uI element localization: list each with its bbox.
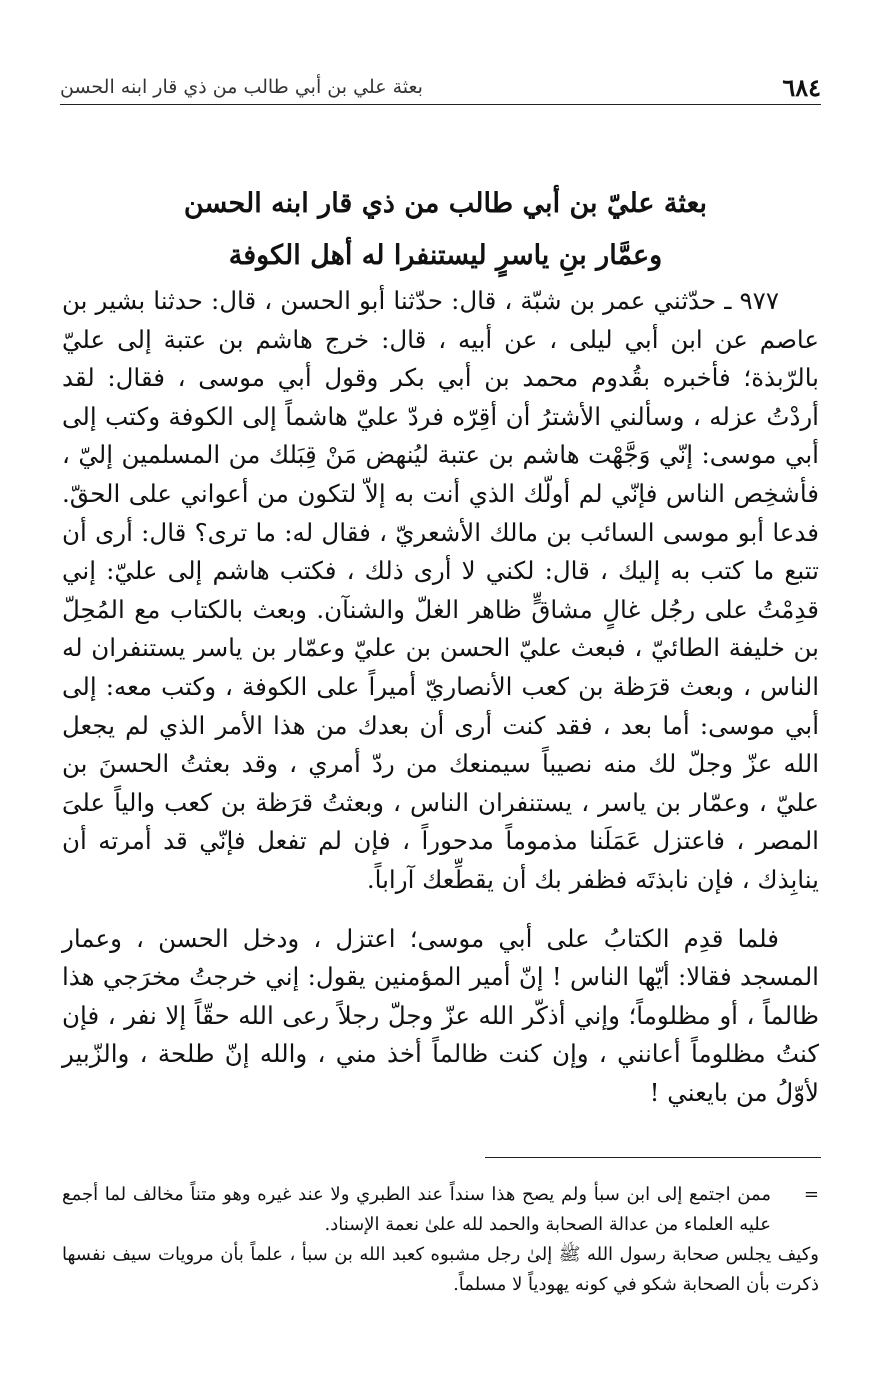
footnotes — [62, 1180, 819, 1300]
footnote-continuation-mark: = — [803, 1184, 819, 1205]
chapter-title — [70, 178, 821, 282]
running-title: بعثة علي بن أبي طالب من ذي قار ابنه الحسن — [60, 76, 423, 98]
footnote-divider — [485, 1157, 821, 1158]
body-text — [62, 282, 819, 1112]
body-paragraph-2: فلما قدِم الكتابُ على أبي موسى؛ اعتزل ، ودخل الحسن ، وعمار المسجد فقالا: أيّها الناس ! إنّ أمير المؤمنين يقول: إني خرجتُ مخرَجي هذا ظالماً ، أو مظلوماً؛ وإني أذكّر الله عزّ وجلّ رجلاً رعى الله حقّاً إلا نفر ، فإن كنتُ مظلوماً أعانني ، وإن كنت ظالماً أخذ مني ، والله إنّ طلحة ، والزّبير لأوّلُ من بايعني ! — [62, 923, 819, 1107]
footnote-line-1: ممن اجتمع إلى ابن سبأ ولم يصح هذا سنداً عند الطبري ولا عند غيره وهو متناً مخالف لما أجمع عليه العلماء من عدالة الصحابة والحمد لله علىٰ نعمة الإسناد. — [62, 1184, 771, 1235]
chapter-title-line-2: وعمَّار بنِ ياسرٍ ليستنفرا له أهل الكوفة — [228, 240, 663, 271]
running-head — [60, 70, 821, 105]
chapter-title-line-1: بعثة عليّ بن أبي طالب من ذي قار ابنه الحسن — [183, 188, 708, 219]
page-number: ٦٨٤ — [782, 72, 821, 102]
footnote-continuation — [62, 1180, 819, 1240]
footnote-line-2: وكيف يجلس صحابة رسول الله ﷺ إلىٰ رجل مشبوه كعبد الله بن سبأ ، علماً بأن مرويات سيف نفسها ذكرت بأن الصحابة شكو في كونه يهودياً لا مسلماً. — [62, 1244, 819, 1295]
body-paragraph-1: ٩٧٧ ـ حدّثني عمر بن شبّة ، قال: حدّثنا أبو الحسن ، قال: حدثنا بشير بن عاصم عن ابن أبي ليلى ، عن أبيه ، قال: خرج هاشم بن عتبة إلى عليّ بالرّبذة؛ فأخبره بقُدوم محمد بن أبي بكر وقول أبي موسى ، فقال: لقد أردْتُ عزله ، وسألني الأشترُ أن أقِرّه فردّ عليّ هاشماً إلى الكوفة وكتب إلى أبي موسى: إنّي وَجَّهْت هاشم بن عتبة ليُنهض مَنْ قِبَلك من المسلمين إليّ ، فأشخِص الناس فإنّي لم أولّك الذي أنت به إلاّ لتكون من أعواني على الحقّ. فدعا أبو موسى السائب بن مالك الأشعريّ ، فقال له: ما ترى؟ قال: أرى أن تتبع ما كتب به إليك ، قال: لكني لا أرى ذلك ، فكتب هاشم إلى عليّ: إني قدِمْتُ على رجُل غالٍ مشاقٍّ ظاهر الغلّ والشنآن. وبعث بالكتاب مع المُحِلّ بن خليفة الطائيّ ، فبعث عليّ الحسن بن عليّ وعمّار بن ياسر يستنفران له الناس ، وبعث قرَظة بن كعب الأنصاريّ أميراً على الكوفة ، وكتب معه: إلى أبي موسى: أما بعد ، فقد كنت أرى أن بعدك من هذا الأمر الذي لم يجعل الله عزّ وجلّ لك منه نصيباً سيمنعك من ردّ أمري ، وقد بعثتُ الحسنَ بن عليّ ، وعمّار بن ياسر ، يستنفران الناس ، وبعثتُ قرَظة بن كعب والياً علىَ المصر ، فاعتزل عَمَلَنا مذموماً مدحوراً ، فإن لم تفعل فإنّي قد أمرته أن ينابِذك ، فإن نابذتَه فظفر بك أن يقطِّعك آراباً. — [62, 286, 819, 894]
